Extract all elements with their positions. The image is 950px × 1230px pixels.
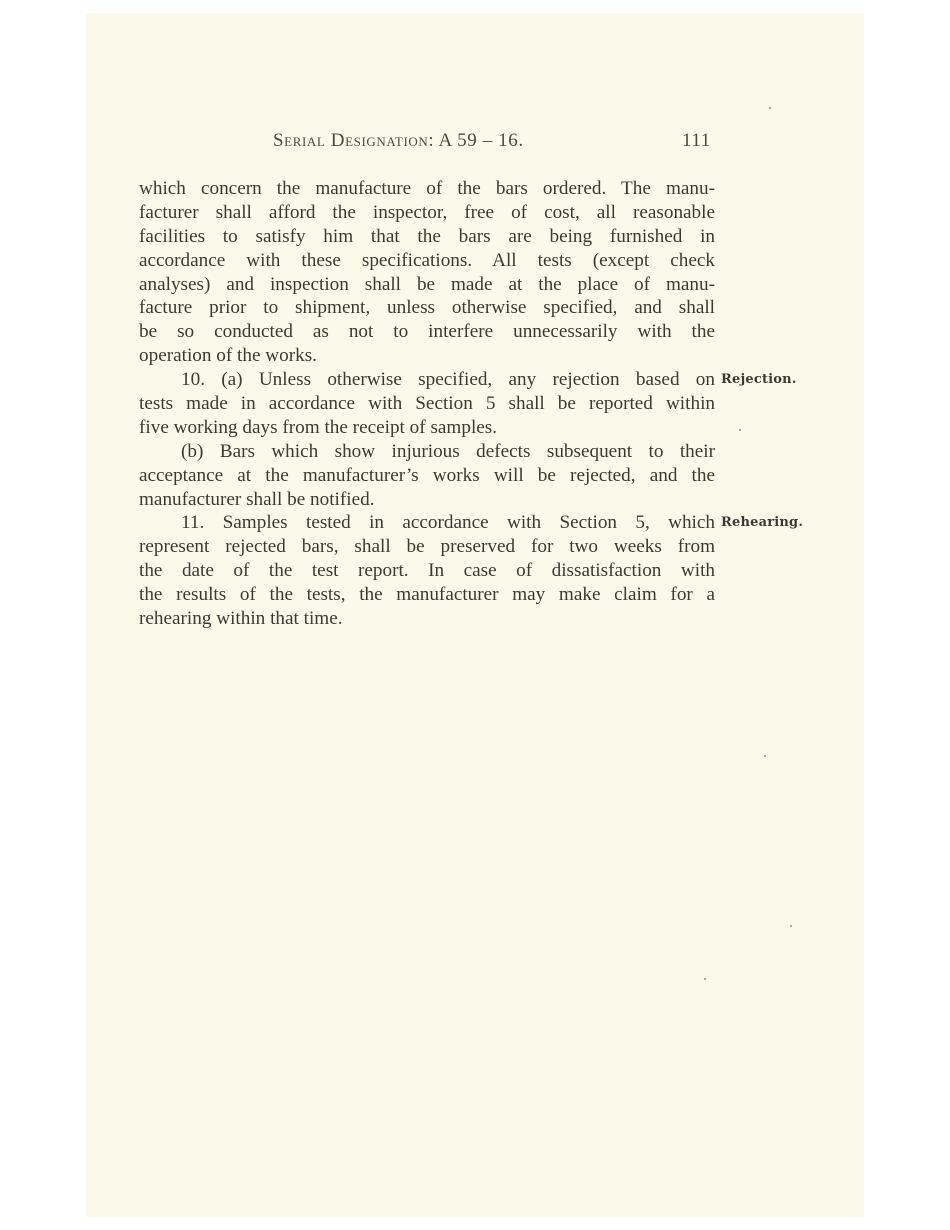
scan-speck: [764, 755, 766, 757]
text-line: accordance with these specifications. All tests (except check: [139, 249, 715, 271]
text-line: the date of the test report. In case of dissatisfaction with: [139, 560, 715, 582]
text-line: facturer shall afford the inspector, free of cost, all reasonable: [139, 201, 715, 223]
text-line: analyses) and inspection shall be made at the place of manu-: [139, 273, 715, 295]
sidenote-rehearing: Rehearing.: [721, 515, 804, 531]
scan-speck: [704, 978, 706, 980]
page-number: 111: [682, 130, 711, 151]
document-page: [86, 13, 864, 1217]
scan-speck: [790, 925, 792, 927]
text-line: represent rejected bars, shall be preserved for two weeks from: [139, 536, 715, 558]
scan-speck: [739, 429, 741, 431]
scan-speck: [769, 107, 771, 109]
text-line: 11. Samples tested in accordance with Section 5, which: [181, 512, 715, 534]
text-line: which concern the manufacture of the bars ordered. The manu-: [139, 178, 715, 199]
text-line: acceptance at the manufacturer’s works will be rejected, and the: [139, 464, 715, 486]
text-line: the results of the tests, the manufacturer may make claim for a: [139, 584, 715, 606]
text-line: rehearing within that time.: [139, 608, 343, 630]
text-line: operation of the works.: [139, 345, 317, 367]
serial-designation-title: Serial Designation: A 59 – 16.: [273, 130, 524, 151]
text-line: facilities to satisfy him that the bars are being furnished in: [139, 225, 715, 247]
sidenote-rejection: Rejection.: [721, 372, 797, 388]
text-line: tests made in accordance with Section 5 shall be reported within: [139, 393, 715, 415]
text-line: (b) Bars which show injurious defects subsequent to their: [181, 440, 715, 462]
body-text: [139, 177, 804, 631]
section-11-block: [139, 511, 804, 535]
running-header: [86, 130, 864, 154]
text-line: facture prior to shipment, unless otherwise specified, and shall: [139, 297, 715, 319]
text-line: be so conducted as not to interfere unnecessarily with the: [139, 321, 715, 343]
text-line: five working days from the receipt of samples.: [139, 416, 498, 438]
text-line: 10. (a) Unless otherwise specified, any rejection based on: [181, 369, 715, 391]
text-line: manufacturer shall be notified.: [139, 488, 375, 510]
section-10-block: [139, 368, 797, 392]
